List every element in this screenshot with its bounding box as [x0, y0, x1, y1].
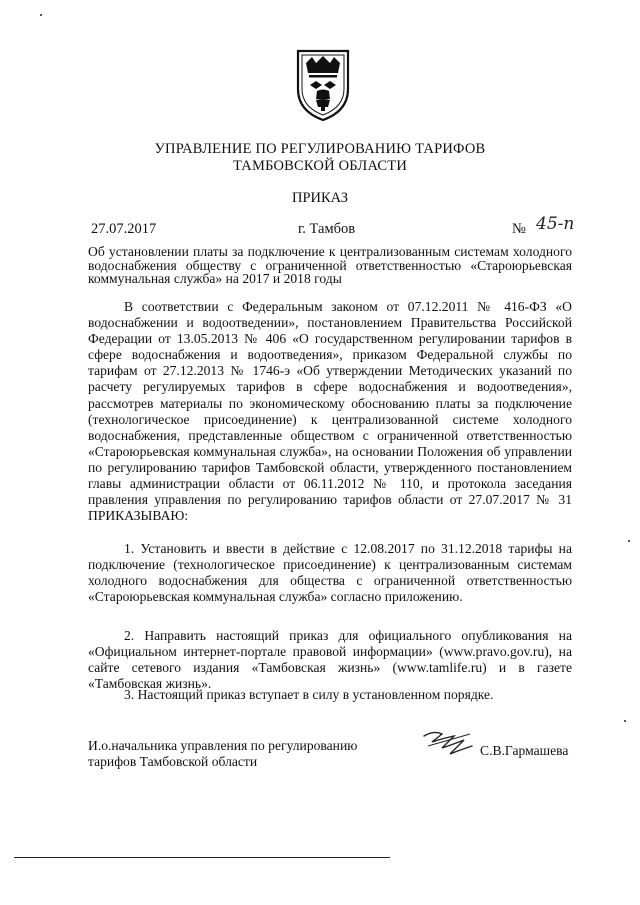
signer-position-line1: И.о.начальника управления по регулированию [88, 738, 358, 753]
scan-artifact [624, 720, 626, 722]
order-item-3: 3. Настоящий приказ вступает в силу в установленном порядке. [124, 687, 494, 702]
signer-position-line2: тарифов Тамбовской области [88, 754, 258, 769]
document-date: 27.07.2017 [91, 221, 157, 237]
order-item-1: 1. Установить и ввести в действие с 12.08.2017 по 31.12.2018 тарифы на подключение (технологическое присоединение) к централизованным системам холодного водоснабжения для общества с ограниченной ответственностью «Староюрьевская коммунальная служба» согласно приложению. [88, 541, 572, 605]
order-item-2: 2. Направить настоящий приказ для официального опубликования на «Официальном интернет-портале правовой информации» (www.pravo.gov.ru), на сайте сетевого издания «Тамбовская жизнь» (www.tamlife.ru) и в газете «Тамбовская жизнь». [88, 628, 572, 692]
handwritten-signature-icon [420, 726, 476, 760]
org-name-line1: УПРАВЛЕНИЕ ПО РЕГУЛИРОВАНИЮ ТАРИФОВ [154, 141, 486, 157]
signer-name: С.В.Гармашева [480, 743, 569, 758]
preamble-paragraph: В соответствии с Федеральным законом от 07.12.2011 № 416-ФЗ «О водоснабжении и водоотведении», постановлением Правительства Российской Федерации от 13.05.2013 № 406 «О государственном регулировании тарифов в сфере водоснабжения и водоотведения», приказом Федеральной службы по тарифам от 27.12.2013 № 1746-э «Об утверждении Методических указаний по расчету регулируемых тарифов в сфере водоснабжения и водоотведения», рассмотрев материалы по экономическому обоснованию платы за подключение (технологическое присоединение) к централизованной системе холодного водоснабжения, представленные обществом с ограниченной ответственностью «Староюрьевская коммунальная служба», на основании Положения об управлении по регулированию тарифов Тамбовской области, утвержденного постановлением главы администрации области от 06.11.2012 № 110, и протокола заседания правления управления по регулированию тарифов области от 27.07.2017 № 31 ПРИКАЗЫВАЮ: [88, 299, 572, 524]
document-subject: Об установлении платы за подключение к централизованным системам холодного водоснабжения обществу с ограниченной ответственностью «Староюрьевская коммунальная служба» на 2017 и 2018 годы [88, 244, 572, 286]
footer-divider [14, 857, 390, 858]
document-type: ПРИКАЗ [291, 190, 349, 206]
org-name-line2: ТАМБОВСКОЙ ОБЛАСТИ [232, 158, 408, 174]
document-city: г. Тамбов [298, 221, 356, 237]
scan-artifact [628, 540, 630, 542]
scan-artifact [40, 14, 42, 16]
signer-position [88, 738, 357, 770]
coat-of-arms-icon [292, 45, 354, 123]
document-number-handwritten: 45-п [536, 214, 575, 234]
document-number-sign: № [512, 221, 526, 237]
